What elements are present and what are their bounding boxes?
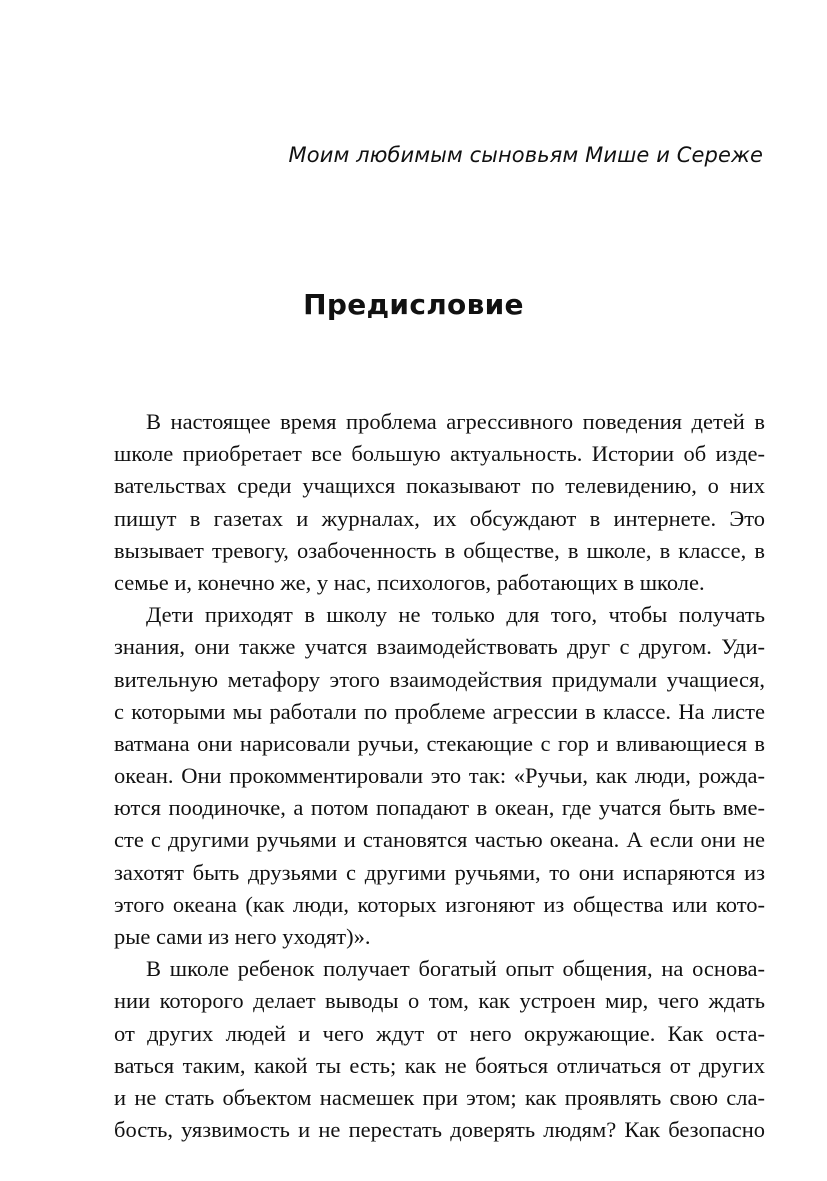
text-line: вательствах среди учащихся показывают по телевидению, о них (114, 473, 765, 499)
body-text (114, 406, 765, 1146)
text-line: пишут в газетах и журналах, их обсуждают в интернете. Это (114, 505, 765, 531)
text-line: сте с другими ручьями и становятся частью океана. А если они не (114, 827, 765, 853)
text-line: В школе ребенок получает богатый опыт общения, на основа- (146, 956, 765, 982)
text-line: рые сами из него уходят)». (114, 924, 371, 949)
text-line: Дети приходят в школу не только для того, чтобы получать (146, 602, 765, 628)
text-line: от других людей и чего ждут от него окружающие. Как оста- (114, 1020, 765, 1046)
text-line: нии которого делает выводы о том, как устроен мир, чего ждать (114, 988, 765, 1014)
text-line: этого океана (как люди, которых изгоняют из общества или кото- (114, 891, 765, 917)
text-line: и не стать объектом насмешек при этом; как проявлять свою сла- (114, 1084, 765, 1110)
text-line: ются поодиночке, а потом попадают в океан, где учатся быть вме- (114, 795, 765, 821)
text-line: захотят быть друзьями с другими ручьями, то они испаряются из (114, 859, 765, 885)
text-line: школе приобретает все большую актуальность. Истории об изде- (114, 441, 765, 467)
dedication: Моим любимым сыновьям Мише и Сереже (288, 143, 763, 167)
text-line: семье и, конечно же, у нас, психологов, работающих в школе. (114, 569, 705, 595)
text-line: ваться таким, какой ты есть; как не бояться отличаться от других (114, 1052, 765, 1078)
text-line: В настоящее время проблема агрессивного поведения детей в (146, 409, 765, 434)
text-line: вительную метафору этого взаимодействия придумали учащиеся, (114, 666, 765, 692)
text-line: с которыми мы работали по проблеме агрессии в классе. На листе (114, 698, 765, 724)
text-line: знания, они также учатся взаимодействовать друг с другом. Уди- (114, 634, 765, 660)
text-line: ватмана они нарисовали ручьи, стекающие с гор и вливающиеся в (114, 730, 765, 756)
text-line: бость, уязвимость и не перестать доверять людям? Как безопасно (114, 1117, 765, 1143)
chapter-heading: Предисловие (303, 288, 524, 321)
text-line: океан. Они прокомментировали это так: «Ручьи, как люди, рожда- (114, 763, 765, 789)
text-line: вызывает тревогу, озабоченность в обществе, в школе, в классе, в (114, 537, 765, 563)
